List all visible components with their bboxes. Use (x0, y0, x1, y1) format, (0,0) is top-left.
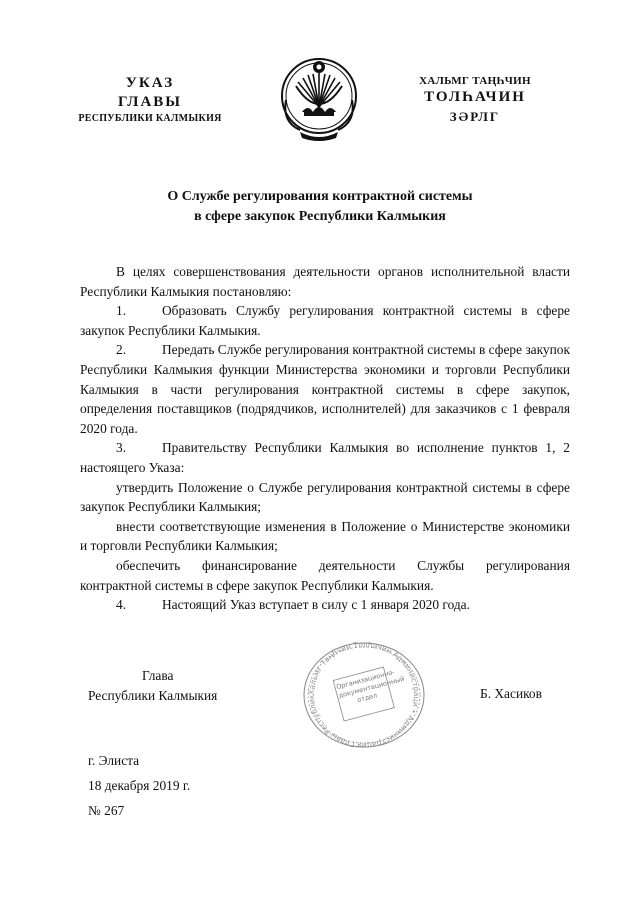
item-1-number: 1. (116, 303, 127, 319)
header-right-block (400, 74, 550, 126)
item-4-number: 4. (116, 597, 127, 613)
title-line1: О Службе регулирования контрактной системы (167, 189, 473, 204)
header-left-line3: РЕСПУБЛИКИ КАЛМЫКИЯ (78, 113, 222, 124)
header-left-line1: УКАЗ (125, 75, 175, 91)
item-3-text: Правительству Республики Калмыкия во исполнение пунктов 1, 2 настоящего Указа: (80, 440, 570, 475)
stamp-inner-text: Организационно-документационный отдел (335, 667, 406, 705)
item-2-text: Передать Службе регулирования контрактной системы в сфере закупок Республики Калмыкия функции Министерства экономики и торговли Республики Калмыкия в части регулирования контрактной системы в сфере закупок, определения поставщиков (подрядчиков, исполнителей) для заказчиков с 1 февраля 2020 года. (80, 342, 570, 436)
place: г. Элиста (88, 753, 140, 768)
item-3-sub-b: внести соответствующие изменения в Положение о Министерстве экономики и торговли Республики Калмыкия; (80, 518, 570, 554)
document-body (80, 262, 570, 615)
decree-number: № 267 (88, 803, 125, 818)
official-stamp (298, 640, 430, 750)
item-3 (80, 438, 570, 477)
item-2 (80, 340, 570, 438)
title-line2: в сфере закупок Республики Калмыкия (194, 209, 446, 224)
item-2-number: 2. (116, 342, 127, 358)
date: 18 декабря 2019 г. (88, 778, 191, 793)
header-right-line2: ТОЛҺАЧИН (424, 89, 526, 105)
item-4-text: Настоящий Указ вступает в силу с 1 января 2020 года. (162, 597, 470, 613)
intro-paragraph: В целях совершенствования деятельности органов исполнительной власти Республики Калмыкия постановляю: (80, 264, 570, 299)
item-4 (80, 595, 570, 615)
header-right-line1: ХАЛЬМГ ТАҢҺЧИН (419, 75, 531, 87)
document-title (100, 187, 540, 227)
item-3-number: 3. (116, 440, 127, 456)
stamp-outer-text: Хальмг Таңһчин Толһачин Администраци • Администрация Главы Республик (306, 640, 422, 750)
coat-of-arms-icon (278, 52, 360, 144)
item-3-sub-c: обеспечить финансирование деятельности Службы регулирования контрактной системы в сфере закупок Республики Калмыкия. (80, 557, 570, 593)
header-left-block (70, 74, 230, 126)
header-right-line3: ЗӘРЛГ (449, 109, 501, 124)
signatory-name: Б. Хасиков (480, 686, 542, 701)
signatory-title (88, 666, 268, 706)
signatory-title-line2: Республики Калмыкия (88, 688, 218, 703)
item-3-sub-a: утвердить Положение о Службе регулирования контрактной системы в сфере закупок Республики Калмыкия; (80, 479, 570, 515)
item-1 (80, 301, 570, 340)
header-left-line2: ГЛАВЫ (117, 94, 183, 110)
document-footer (88, 748, 190, 823)
item-1-text: Образовать Службу регулирования контрактной системы в сфере закупок Республики Калмыкия. (80, 303, 570, 338)
signatory-title-line1: Глава (142, 668, 174, 683)
